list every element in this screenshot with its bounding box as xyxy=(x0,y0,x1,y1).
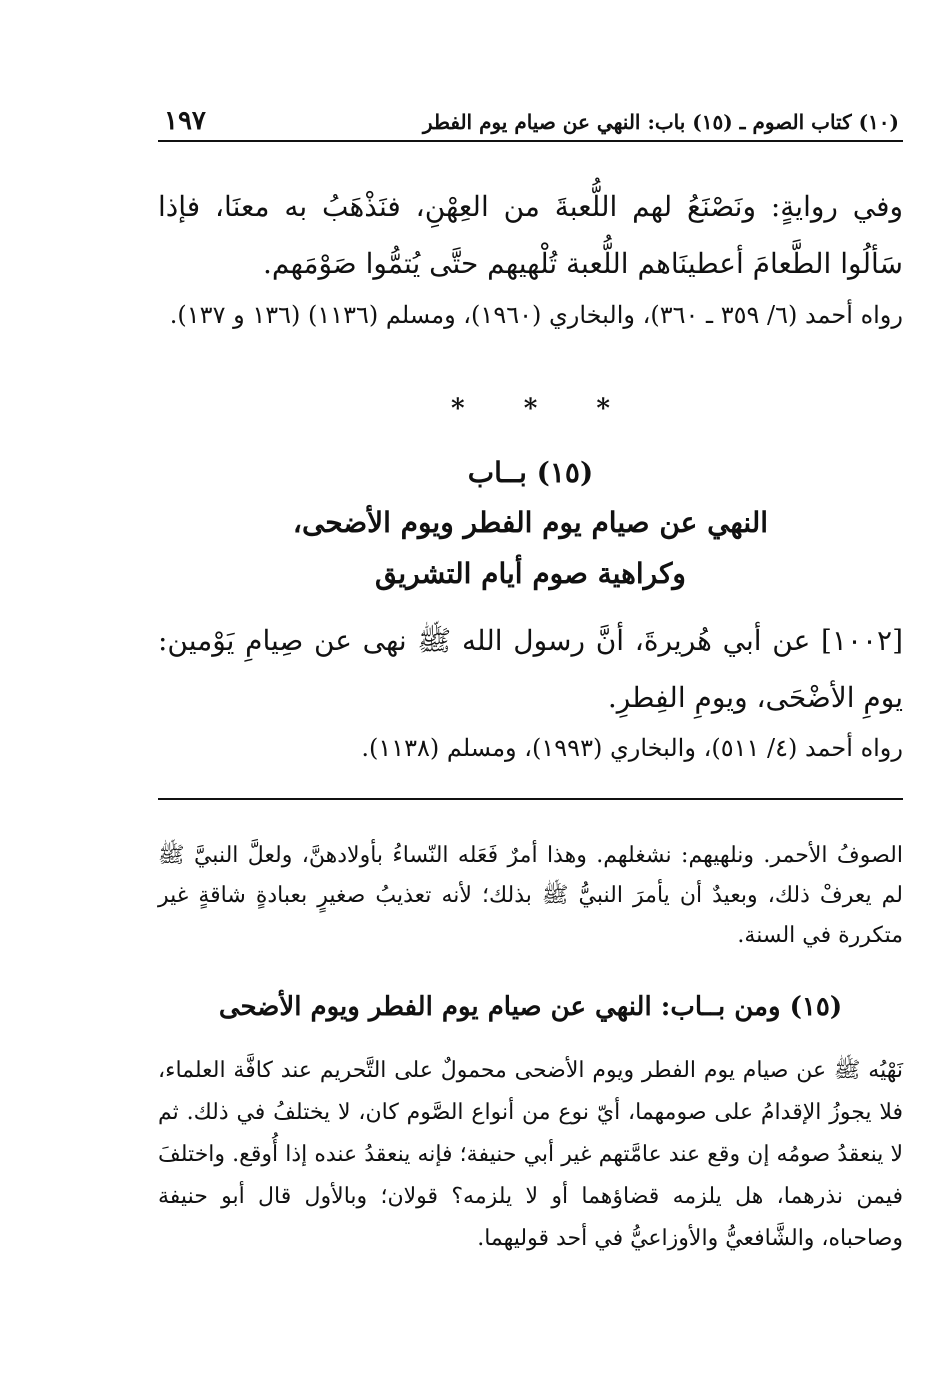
running-header xyxy=(158,104,903,142)
footnote-continuation: الصوفُ الأحمر. ونلهيهم: نشغلهم. وهذا أمرٌ فَعَله النّساءُ بأولادهنَّ، ولعلَّ النبيَّ ﷺ لم يعرفْ ذلك، وبعيدٌ أن يأمرَ النبيُّ ﷺ بذلك؛ لأنه تعذيبُ صغيرٍ بعبادةٍ شاقةٍ غير متكررة في السنة. xyxy=(158,843,903,948)
chapter-title-line2: وكراهية صوم أيام التشريق xyxy=(375,557,686,590)
footnote-section-heading: (١٥) ومن بــاب: النهي عن صيام يوم الفطر ويوم الأضحى xyxy=(218,992,843,1022)
narration-source: رواه أحمد (٦/ ٣٥٩ ـ ٣٦٠)، والبخاري (١٩٦٠)، ومسلم (١١٣٦) (١٣٦ و ١٣٧). xyxy=(169,301,903,329)
hadith-text: [١٠٠٢] عن أبي هُريرةَ، أنَّ رسول الله ﷺ نهى عن صِيامِ يَوْمين: يومِ الأضْحَى، ويومِ الفِطرِ. xyxy=(158,624,903,714)
section-separator: * * * xyxy=(451,394,610,424)
chapter-number: (١٥) بــاب xyxy=(467,456,594,489)
footnote-commentary: نَهْيُه ﷺ عن صيام يوم الفطر ويوم الأضحى محمولٌ على التَّحريم عند كافَّة العلماء، فلا يجوزُ الإقدامُ على صومهما، أيّ نوع من أنواع الصَّوم كان، لا يختلفُ في ذلك. ثم لا ينعقدُ صومُه إن وقع عند عامَّتهم غير أبي حنيفة؛ فإنه ينعقدُ عنده إذا أُوقع. واختلفَ فيمن نذرهما، هل يلزمه قضاؤهما أو لا يلزمه؟ قولان؛ وبالأول قال أبو حنيفة وصاحباه، والشَّافعيُّ والأوزاعيُّ في أحد قوليهما. xyxy=(158,1058,903,1251)
page-number: ١٩٧ xyxy=(164,106,206,136)
narration-paragraph: وفي روايةٍ: ونَصْنَعُ لهم اللُّعبةَ من العِهْنِ، فنَذْهَبُ به معنَا، فإذا سَألُوا الطَّعامَ أعطينَاهم اللُّعبة تُلْهيهم حتَّى يُتمُّوا صَوْمَهم. xyxy=(158,190,903,280)
footnote-divider xyxy=(158,798,903,800)
chapter-title-line1: النهي عن صيام يوم الفطر ويوم الأضحى، xyxy=(292,506,769,539)
running-title: (١٠) كتاب الصوم ـ (١٥) باب: النهي عن صيام يوم الفطر xyxy=(422,110,899,134)
hadith-source: رواه أحمد (٤/ ٥١١)، والبخاري (١٩٩٣)، ومسلم (١١٣٨). xyxy=(361,734,903,762)
